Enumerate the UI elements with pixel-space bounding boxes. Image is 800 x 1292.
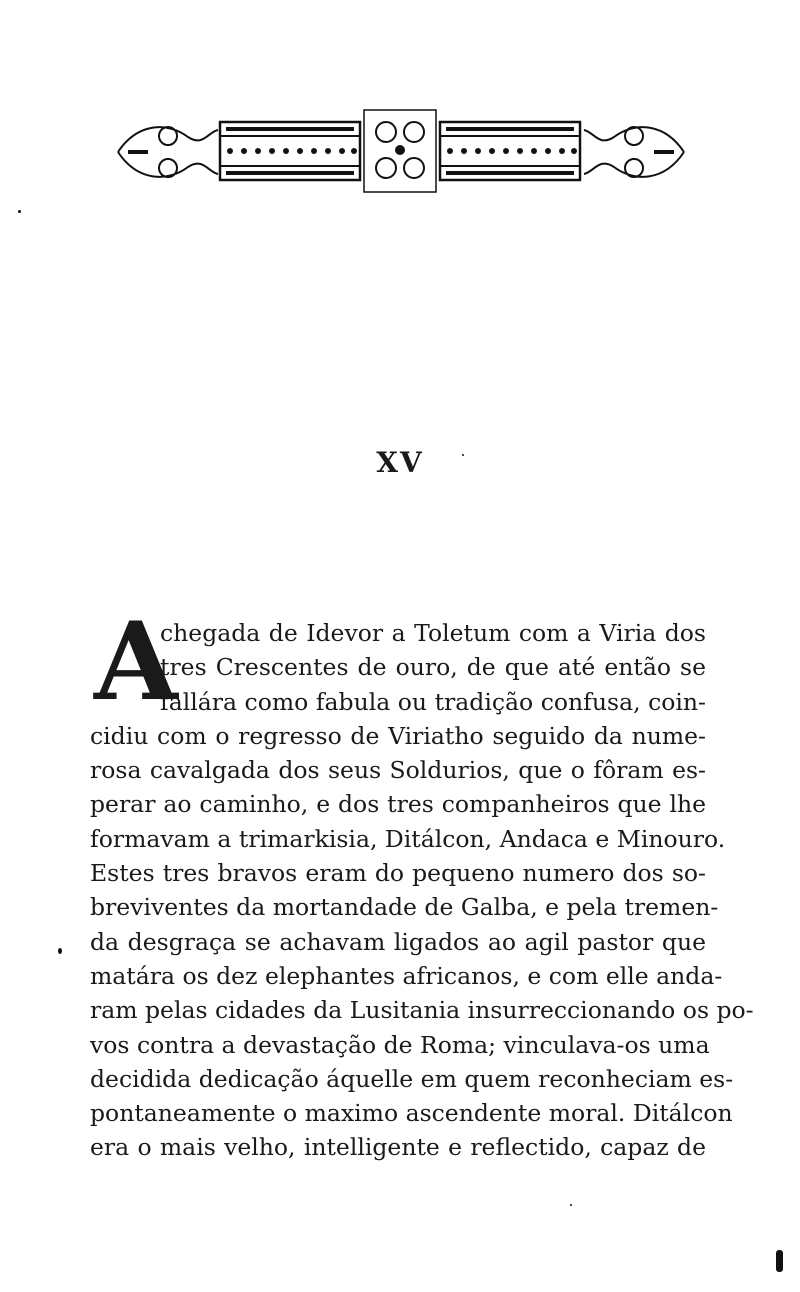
- text-line: breviventes da mortandade de Galba, e pela tremen-: [90, 893, 719, 922]
- drop-cap: A: [94, 599, 178, 725]
- text-line: matára os dez elephantes africanos, e com elle anda-: [90, 961, 723, 990]
- print-speck: [58, 948, 62, 954]
- text-line: rosa cavalgada dos seus Soldurios, que o fôram es-: [90, 756, 706, 785]
- text-line: Estes tres bravos eram do pequeno numero dos so-: [90, 859, 706, 888]
- text-line: tres Crescentes de ouro, de que até então se: [160, 653, 706, 682]
- text-line: vos contra a devastação de Roma; vinculava-os uma: [90, 1030, 710, 1059]
- paragraph: [90, 599, 754, 1165]
- print-speck: [18, 210, 21, 213]
- text-line: chegada de Idevor a Toletum com a Viria dos: [160, 619, 706, 647]
- print-speck: [776, 1250, 783, 1272]
- text-line: formavam a trimarkisia, Ditálcon, Andaca e Minouro.: [90, 824, 726, 853]
- text-line: da desgraça se achavam ligados ao agil pastor que: [90, 927, 706, 956]
- print-speck: [570, 1204, 572, 1206]
- chapter-number: XV: [376, 446, 424, 479]
- text-line: fallára como fabula ou tradição confusa, coin-: [160, 687, 706, 716]
- text-line: ram pelas cidades da Lusitania insurreccionando os po-: [90, 996, 754, 1025]
- text-line: era o mais velho, intelligente e reflectido, capaz de: [90, 1133, 706, 1162]
- text-line: cidiu com o regresso de Viriatho seguido da nume-: [90, 721, 706, 750]
- print-speck: [462, 454, 464, 456]
- headpiece-ornament: [108, 102, 694, 198]
- text-line: decidida dedicação áquelle em quem reconheciam es-: [90, 1064, 734, 1093]
- text-line: pontaneamente o maximo ascendente moral. Ditálcon: [90, 1099, 733, 1128]
- text-line: perar ao caminho, e dos tres companheiros que lhe: [90, 790, 706, 819]
